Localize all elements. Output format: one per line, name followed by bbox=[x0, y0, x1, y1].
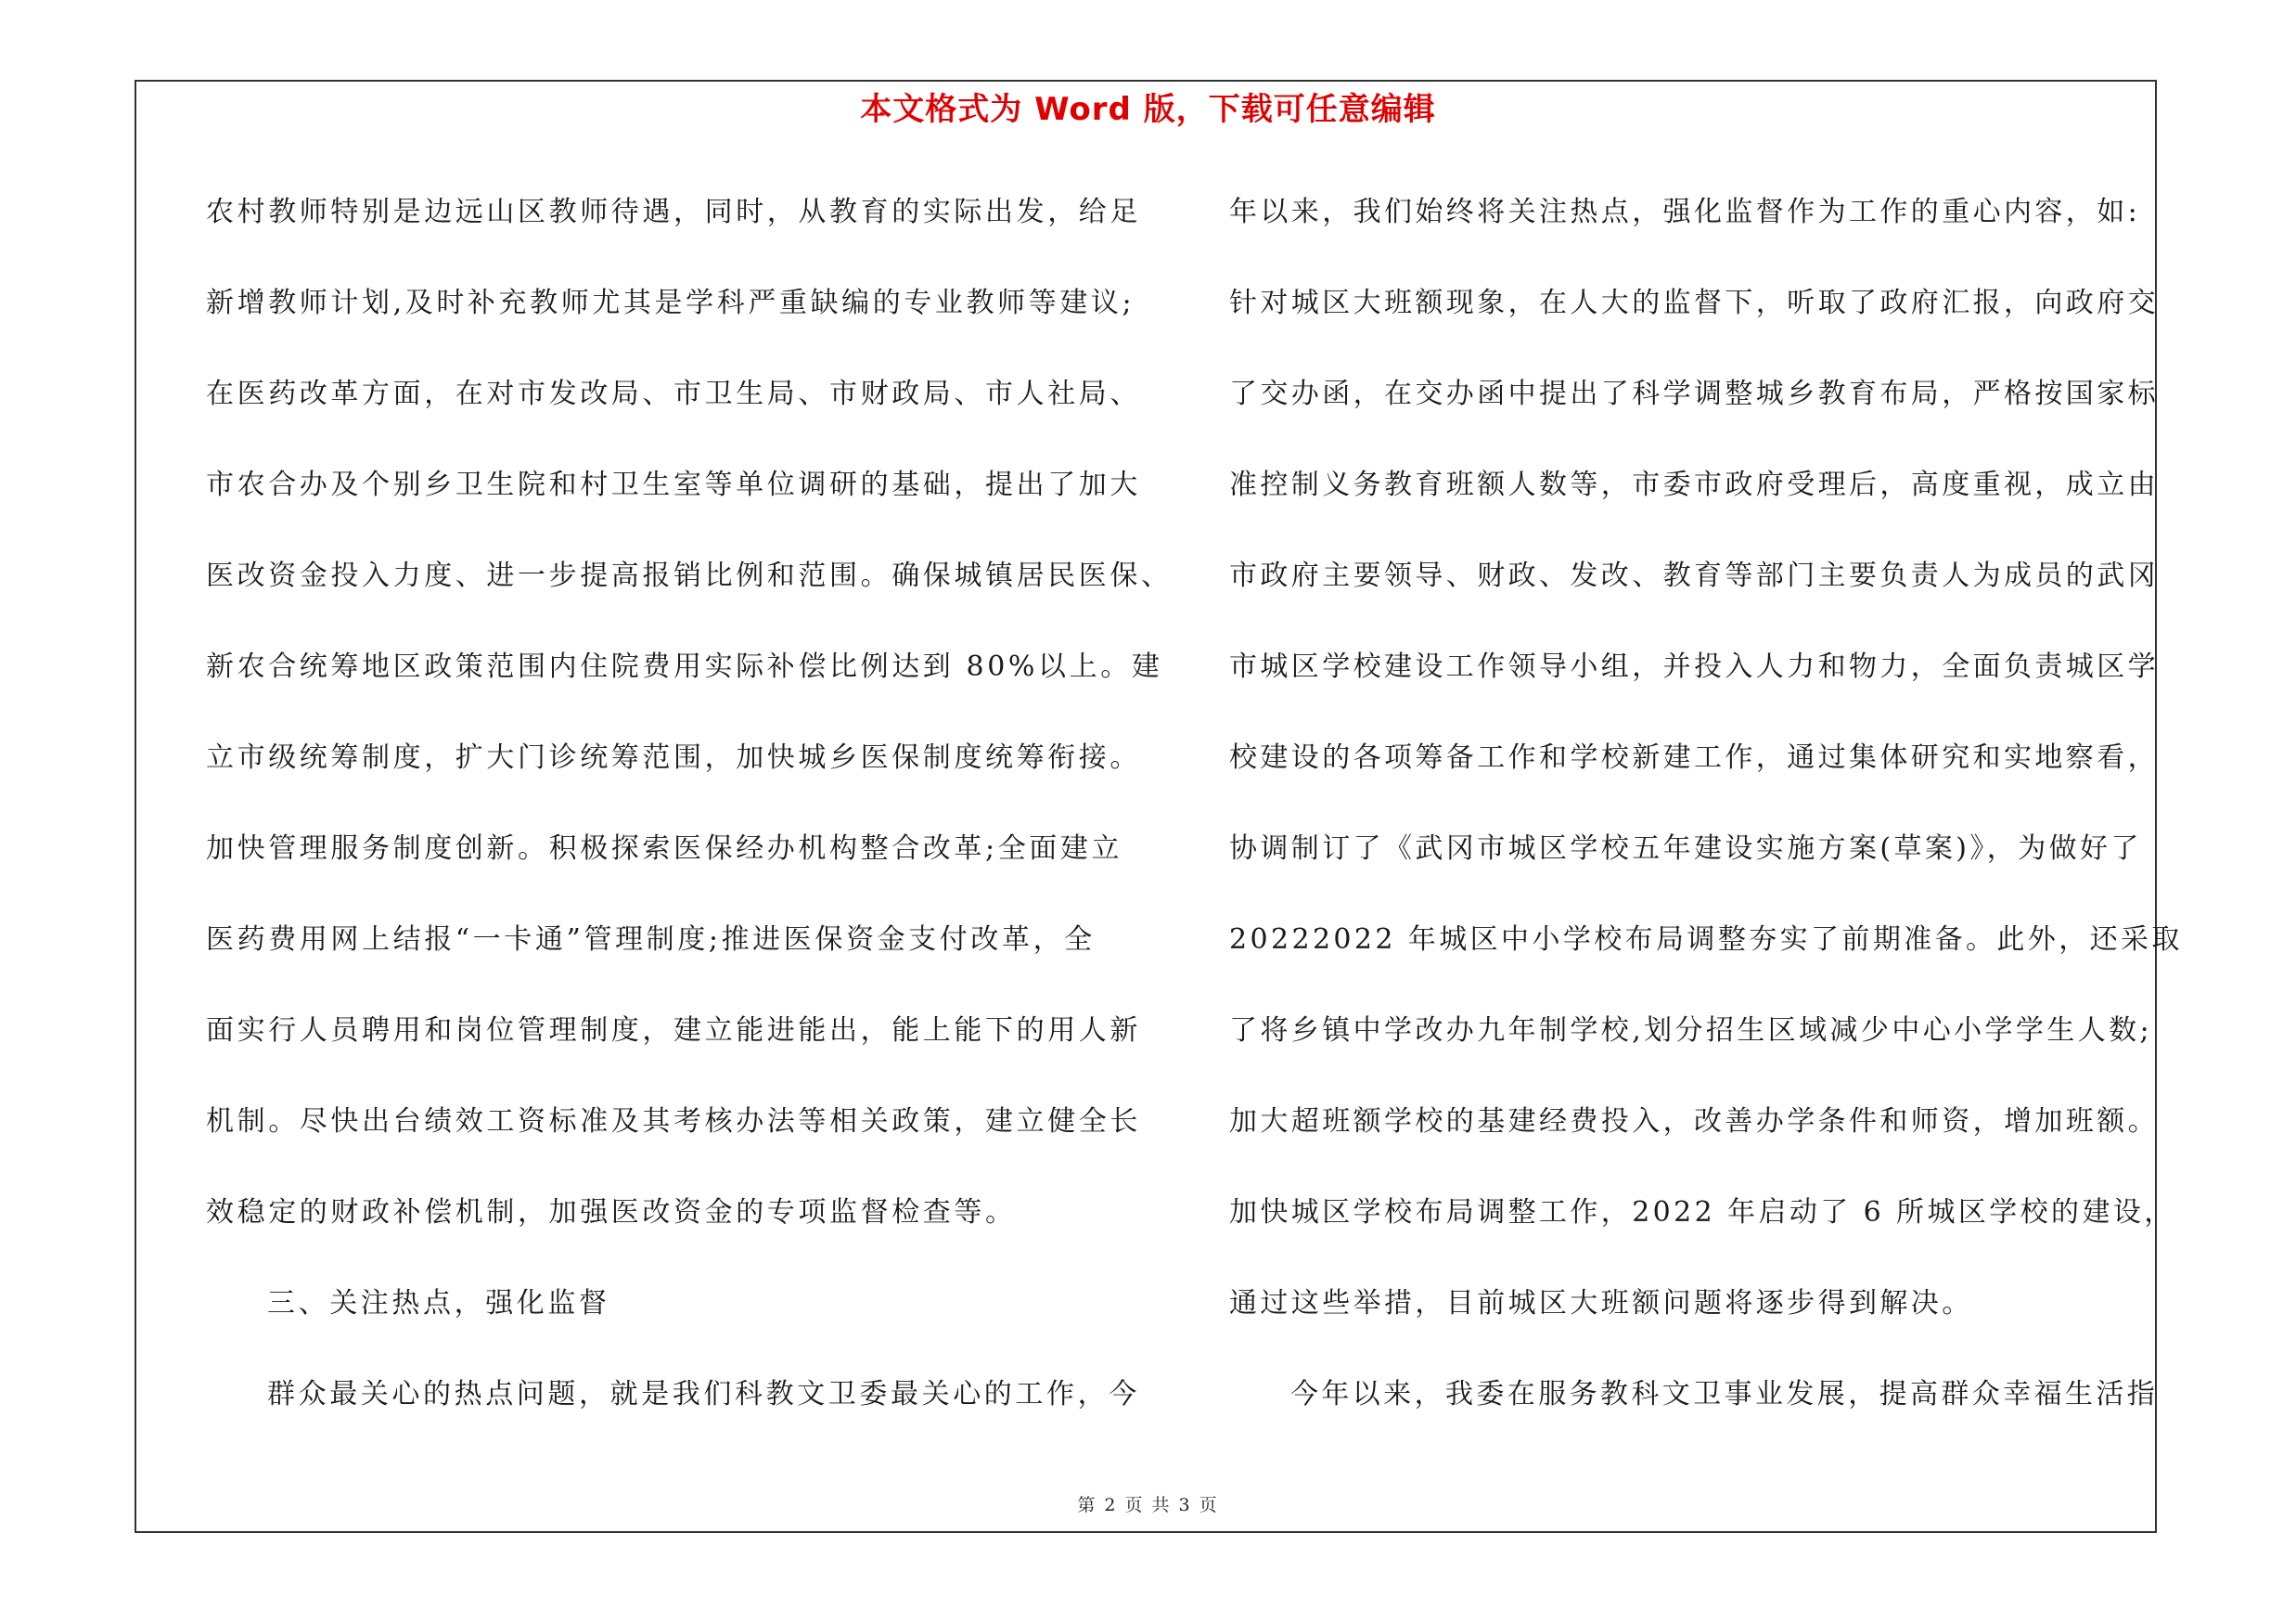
text-line: 了将乡镇中学改办九年制学校,划分招生区域减少中心小学学生人数; bbox=[1229, 1014, 2153, 1047]
left-text-column bbox=[206, 186, 1173, 1459]
page-number-footer: 第 2 页 共 3 页 bbox=[1077, 1495, 1219, 1515]
text-line: 市城区学校建设工作领导小组，并投入人力和物力，全面负责城区学 bbox=[1229, 650, 2159, 683]
paragraph-start-line: 今年以来，我委在服务教科文卫事业发展，提高群众幸福生活指 bbox=[1290, 1378, 2159, 1410]
text-line: 20222022 年城区中小学校布局调整夯实了前期准备。此外，还采取 bbox=[1229, 923, 2183, 956]
text-line: 面实行人员聘用和岗位管理制度，建立能进能出，能上能下的用人新 bbox=[206, 1014, 1141, 1047]
text-line: 加快城区学校布局调整工作，2022 年启动了 6 所城区学校的建设， bbox=[1229, 1196, 2175, 1229]
text-line: 加快管理服务制度创新。积极探索医保经办机构整合改革;全面建立 bbox=[206, 832, 1123, 865]
text-line: 协调制订了《武冈市城区学校五年建设实施方案(草案)》，为做好了 bbox=[1229, 832, 2142, 865]
text-line: 了交办函，在交办函中提出了科学调整城乡教育布局，严格按国家标 bbox=[1229, 378, 2159, 410]
text-line: 年以来，我们始终将关注热点，强化监督作为工作的重心内容，如: bbox=[1229, 196, 2141, 228]
text-line: 校建设的各项筹备工作和学校新建工作，通过集体研究和实地察看， bbox=[1229, 741, 2159, 774]
text-line: 农村教师特别是边远山区教师待遇，同时，从教育的实际出发，给足 bbox=[206, 196, 1141, 228]
text-line: 医改资金投入力度、进一步提高报销比例和范围。确保城镇居民医保、 bbox=[206, 560, 1173, 592]
text-line: 立市级统筹制度，扩大门诊统筹范围，加快城乡医保制度统筹衔接。 bbox=[206, 741, 1141, 774]
text-line: 通过这些举措，目前城区大班额问题将逐步得到解决。 bbox=[1229, 1287, 1973, 1320]
text-line: 在医药改革方面，在对市发改局、市卫生局、市财政局、市人社局、 bbox=[206, 378, 1141, 410]
right-text-column bbox=[1229, 186, 2183, 1459]
text-line: 市政府主要领导、财政、发改、教育等部门主要负责人为成员的武冈 bbox=[1229, 560, 2159, 592]
text-line: 新农合统筹地区政策范围内住院费用实际补偿比例达到 80%以上。建 bbox=[206, 650, 1163, 683]
text-line: 效稳定的财政补偿机制，加强医改资金的专项监督检查等。 bbox=[206, 1196, 1017, 1229]
paragraph-start-line: 群众最关心的热点问题，就是我们科教文卫委最关心的工作，今 bbox=[267, 1378, 1140, 1410]
text-line: 加大超班额学校的基建经费投入，改善办学条件和师资，增加班额。 bbox=[1229, 1105, 2159, 1138]
format-notice-banner: 本文格式为 Word 版，下载可任意编辑 bbox=[860, 91, 1436, 128]
text-line: 准控制义务教育班额人数等，市委市政府受理后，高度重视，成立由 bbox=[1229, 469, 2159, 501]
text-line: 新增教师计划,及时补充教师尤其是学科严重缺编的专业教师等建议; bbox=[206, 287, 1135, 319]
text-line: 机制。尽快出台绩效工资标准及其考核办法等相关政策，建立健全长 bbox=[206, 1105, 1141, 1138]
text-line: 市农合办及个别乡卫生院和村卫生室等单位调研的基础，提出了加大 bbox=[206, 469, 1141, 501]
text-line: 医药费用网上结报“一卡通”管理制度;推进医保资金支付改革，全 bbox=[206, 923, 1096, 956]
text-line: 针对城区大班额现象，在人大的监督下，听取了政府汇报，向政府交 bbox=[1229, 287, 2159, 319]
section-heading: 三、关注热点，强化监督 bbox=[267, 1287, 610, 1320]
